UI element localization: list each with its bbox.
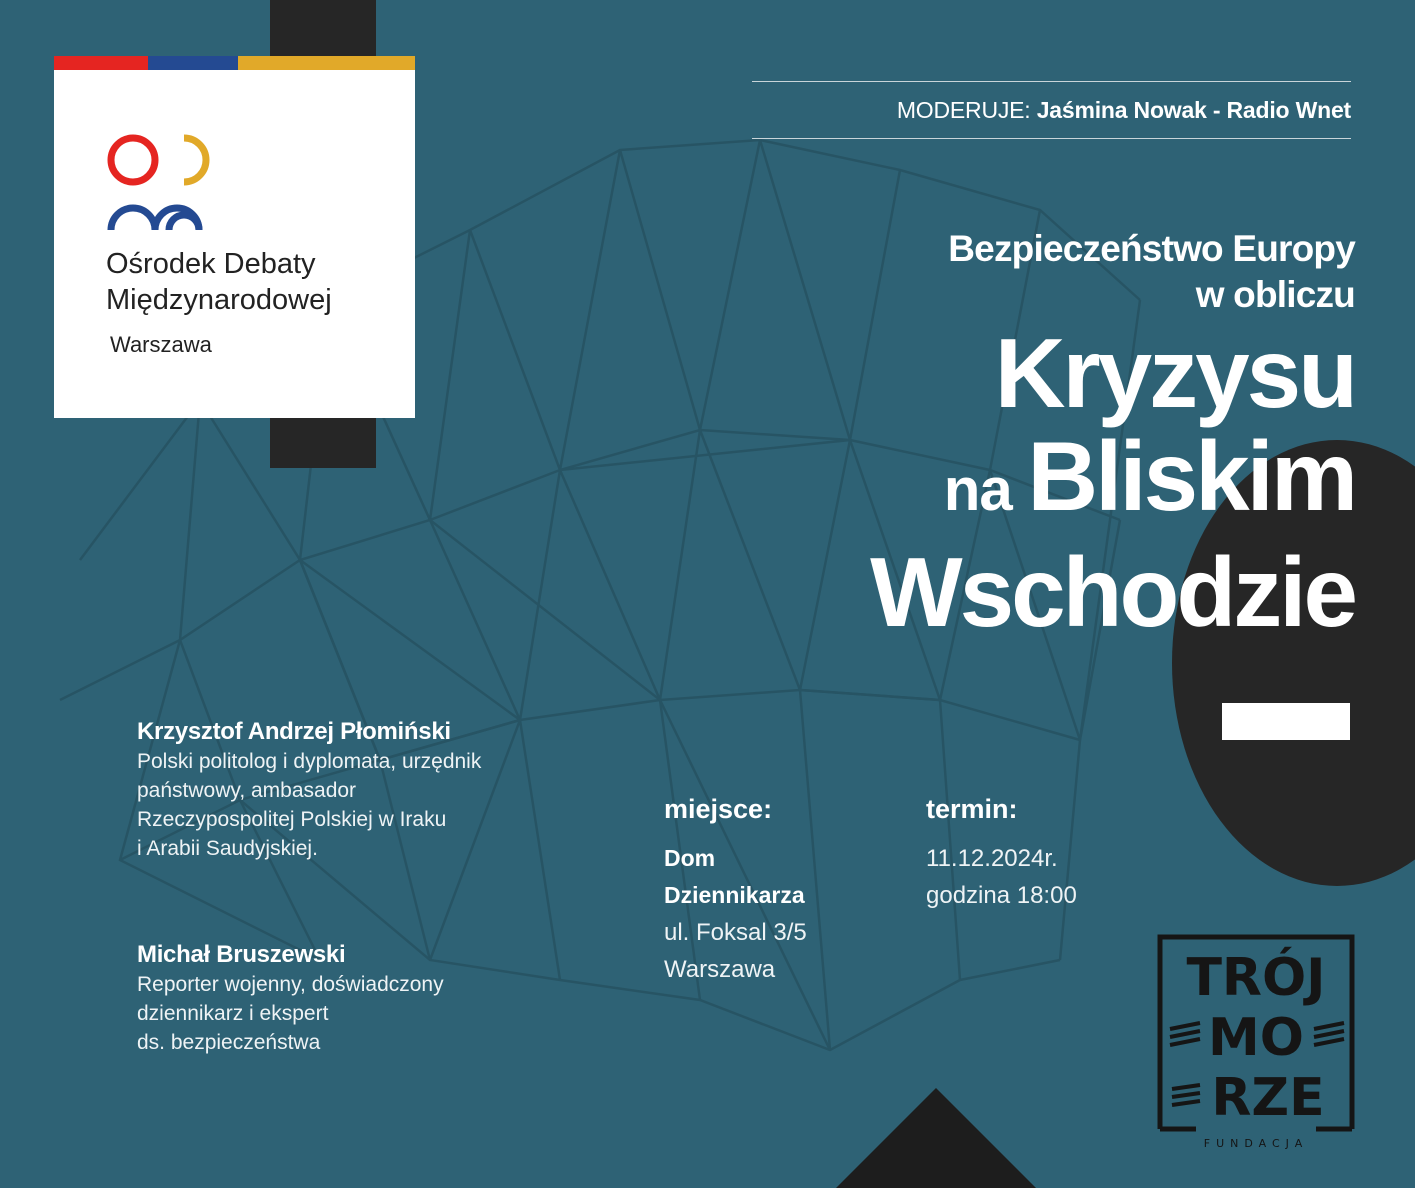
title-line-2: w obliczu (1195, 274, 1355, 315)
place-venue-line-2: Dziennikarza (664, 882, 805, 908)
stripe-blue (148, 56, 238, 70)
title-line-1: Bezpieczeństwo Europy (948, 228, 1355, 269)
moderator-name: Jaśmina Nowak - Radio Wnet (1036, 97, 1351, 123)
title-line-4-small: na (943, 456, 1028, 523)
stripe-red (54, 56, 148, 70)
speaker-1-desc-line-3: Rzeczypospolitej Polskiej w Iraku (137, 808, 447, 831)
trojmorze-foundation-logo (1156, 933, 1356, 1151)
speaker-1-desc-line-1: Polski politolog i dyplomata, urzędnik (137, 750, 482, 773)
decorative-white-bar (1222, 703, 1350, 740)
speaker-1-name: Krzysztof Andrzej Płomiński (137, 718, 451, 745)
organizer-logo (54, 56, 415, 418)
title-line-4-big: Bliskim (1027, 421, 1355, 531)
event-title (870, 226, 1355, 647)
event-place (664, 792, 807, 988)
moderator-label: MODERUJE: (896, 97, 1037, 123)
term-date: 11.12.2024r. (926, 845, 1058, 872)
partner-logo-subtitle: FUNDACJA (1203, 1137, 1309, 1150)
place-street: ul. Foksal 3/5 (664, 919, 807, 946)
moderator-top-rule (752, 81, 1351, 82)
title-line-4 (870, 421, 1355, 541)
organizer-name-line1: Ośrodek Debaty (106, 248, 316, 280)
moderator-bottom-rule (752, 138, 1351, 139)
title-line-5: Wschodzie (870, 537, 1355, 647)
partner-logo-row-1: TRÓJ (1186, 948, 1326, 1008)
odm-logo-icon (106, 130, 226, 240)
moderator-line (897, 97, 1351, 124)
speaker-1 (137, 717, 481, 863)
speaker-1-desc-line-2: państwowy, ambasador (137, 779, 357, 802)
organizer-name (106, 246, 332, 318)
partner-logo-row-2: MO (1208, 1008, 1304, 1068)
partner-logo-row-3: RZE (1211, 1068, 1325, 1128)
place-heading: miejsce: (664, 794, 773, 824)
organizer-city: Warszawa (110, 332, 212, 357)
decorative-black-triangle (836, 1088, 1036, 1188)
speaker-2 (137, 940, 444, 1057)
speaker-2-name: Michał Bruszewski (137, 941, 346, 968)
term-heading: termin: (926, 794, 1018, 824)
stripe-yellow (238, 56, 415, 70)
term-time: godzina 18:00 (926, 882, 1077, 909)
speaker-2-desc-line-1: Reporter wojenny, doświadczony (137, 973, 444, 996)
logo-color-stripes (54, 56, 415, 70)
speaker-1-desc-line-4: i Arabii Saudyjskiej. (137, 837, 318, 860)
place-city: Warszawa (664, 956, 776, 983)
title-line-3: Kryzysu (994, 318, 1355, 428)
event-term (926, 792, 1077, 914)
place-venue-line-1: Dom (664, 845, 716, 871)
organizer-name-line2: Międzynarodowej (106, 284, 332, 316)
speaker-2-desc-line-2: dziennikarz i ekspert (137, 1002, 329, 1025)
speaker-2-desc-line-3: ds. bezpieczeństwa (137, 1031, 321, 1054)
